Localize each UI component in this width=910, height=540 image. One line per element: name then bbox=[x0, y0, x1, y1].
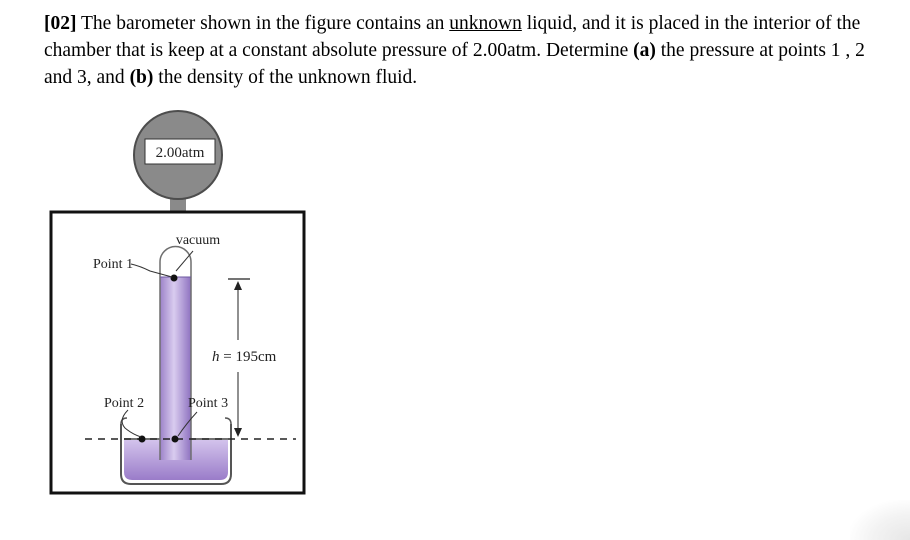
point-1-marker bbox=[171, 275, 178, 282]
vacuum-label: vacuum bbox=[175, 233, 221, 248]
part-b-label: (b) bbox=[129, 67, 154, 88]
point-1-label: Point 1 bbox=[93, 257, 134, 272]
gauge-reading: 2.00atm bbox=[155, 145, 205, 161]
problem-text-2: liquid, and it is placed in the interior of the chamber that is keep at a constant absolute pressure of 2.00atm. Determine bbox=[44, 13, 861, 61]
point-3-label: Point 3 bbox=[188, 396, 229, 411]
pressure-gauge bbox=[134, 111, 222, 216]
problem-unknown-word: unknown bbox=[449, 13, 522, 34]
tube-liquid bbox=[160, 277, 191, 460]
point-3-marker bbox=[172, 436, 179, 443]
height-label-value: = 195cm bbox=[219, 349, 277, 365]
corner-shadow bbox=[850, 500, 910, 540]
problem-number: [02] bbox=[44, 13, 77, 34]
point-2-label: Point 2 bbox=[104, 396, 145, 411]
height-label bbox=[212, 349, 277, 365]
problem-text-4: the density of the unknown fluid. bbox=[153, 67, 418, 88]
problem-text-3: the pressure at points 1 , 2 and 3, and bbox=[44, 40, 865, 88]
part-a-label: (a) bbox=[633, 40, 656, 61]
height-label-var: h bbox=[212, 349, 220, 365]
problem-text-1: The barometer shown in the figure contains an bbox=[76, 13, 450, 34]
